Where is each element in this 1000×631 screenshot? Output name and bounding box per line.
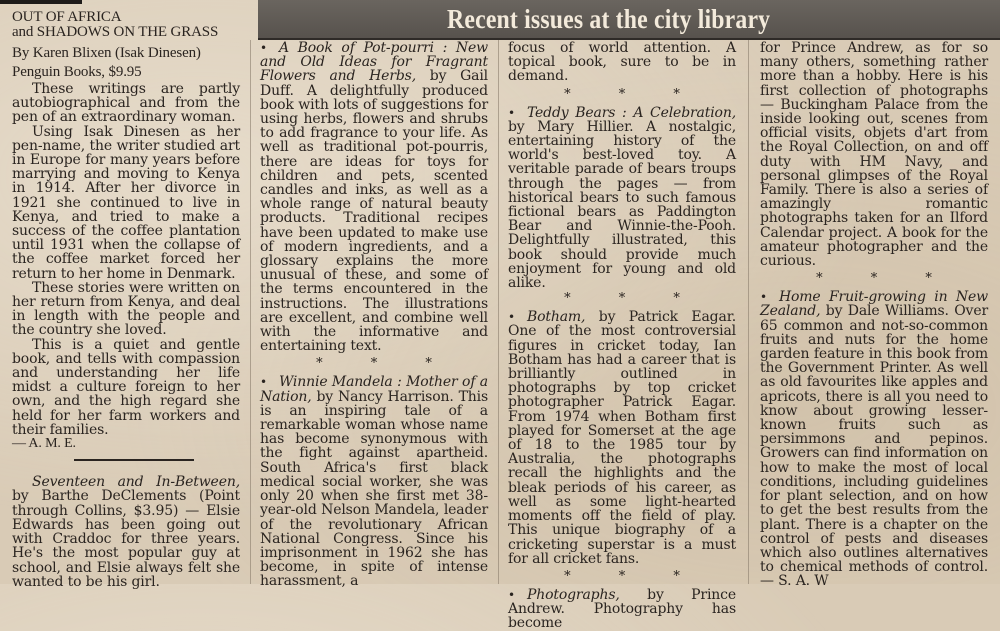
book-title: Teddy Bears : A Celebration, (526, 104, 736, 121)
separator-stars: * * * (816, 271, 954, 287)
review-body: by Mary Hillier. A nostalgic, entertaining history of the world's best-loved toy. A veritable parade of bears troups through the pages — from historical bears to such famous fictional bears as Paddington Bear and Winnie-the-Pooh. Delightfully illustrated, this book should provide much enjoyment for young and old alike. (508, 118, 736, 292)
review-signature: — A. M. E. (12, 436, 76, 452)
review-body: by Patrick Eagar. One of the most controversial figures in cricket today, Ian Botham has had a career that is brilliantly outlined in photographs by top cricket photographer Patrick Eagar. From 1974 when Botham first played for Somerset at the age of 18 to the 1985 tour by Australia, the photographs recall the highlights and the bleak periods of his career, as well as some light-hearted moments off the field of play. This unique biography of a cricketing superstar is a must for all cricket fans. (508, 309, 736, 567)
review-body: by Barthe DeClements (Point through Collins, $3.95) — Elsie Edwards has been going out with Craddoc for three years. He's the most popular guy at school, and Elsie always felt she wanted to be his girl. (12, 488, 240, 590)
book-title: Photographs, (526, 586, 620, 603)
review-body: by Nancy Harrison. This is an inspiring tale of a remarkable woman whose name has become synonymous with the fight against apartheid. South Africa's first black medical social worker, she was only 20 when she first met 38-year-old Nelson Mandela, leader of the revolutionary African National Congress. Since his imprisonment in 1962 she has become, in spite of intense harassment, a (260, 388, 488, 590)
list-item (508, 588, 736, 631)
second-review (12, 475, 240, 589)
column-3 (508, 41, 736, 631)
review-body: by Gail Duff. A delightfully produced book with lots of suggestions for using herbs, flowers and shrubs to add fragrance to your life. As well as traditional pot-pourris, there are ideas for toys for children and pets, scented candles and inks, as well as a whole range of natural beauty products. Traditional recipes have been updated to make use of modern ingredients, and a glossary explains the more unusual of these, and some of the terms encountered in the instructions. The illustrations are excellent, and combine well with the informative and entertaining text. (260, 68, 489, 355)
separator-stars: * * * (316, 356, 454, 372)
section-divider (74, 459, 194, 461)
bullet-icon: • (508, 310, 515, 325)
list-item (260, 41, 488, 353)
bullet-icon: • (508, 105, 515, 120)
book-title: A Book of Pot-pourri : New and Old Ideas for Fragrant Flowers and Herbs, (260, 40, 488, 85)
clipping-edge (0, 0, 82, 4)
list-item (508, 106, 736, 291)
list-item (260, 375, 488, 588)
review-body: by Prince Andrew. Photography has become (508, 586, 736, 631)
banner-title: Recent issues at the city library (447, 3, 771, 34)
review-paragraph: These writings are partly autobiographical and from the pen of an extraordinary woman. (12, 81, 240, 126)
review-title-line2: and SHADOWS ON THE GRASS (12, 24, 219, 40)
column-2 (260, 41, 488, 589)
review-title-line1: OUT OF AFRICA (12, 9, 122, 25)
review-paragraph: These stories were written on her return from Kenya, and deal in length with the people and the country she loved. (12, 279, 240, 339)
column-divider (748, 40, 749, 584)
book-title: Botham, (526, 309, 586, 326)
column-divider (498, 40, 499, 584)
separator-stars: * * * (564, 86, 702, 102)
separator-stars: * * * (564, 291, 702, 307)
continued-text: focus of world attention. A topical book, sure to be in demand. (508, 40, 736, 85)
column-1 (12, 8, 240, 589)
review-publisher: Penguin Books, $9.95 (12, 64, 142, 80)
review-body: by Dale Williams. Over 65 common and not-so-common fruits and nuts for the home garden feature in this book from the Government Printer. As well as old favourites like apples and apricots, there is all you need to know about growing lesser-known fruits such as persimmons and pepinos. Growers can find information on how to make the most of local conditions, including guidelines for plant selection, and on how to get the best results from the plant. There is a chapter on the control of pests and diseases which also outlines alternatives to chemical methods of control. (760, 303, 988, 576)
separator-stars: * * * (564, 568, 702, 584)
continued-text: for Prince Andrew, as for so many others, something rather more than a hobby. Here is his first collection of photographs — Buckingham Palace from the inside looking out, scenes from official visits, objets d'art from the Royal Collection, on and off duty with HM Navy, and personal glimpses of the Royal Family. There is also a series of amazingly romantic photographs taken for an Ilford Calendar project. A book for the amateur photographer and the curious. (760, 40, 988, 270)
bullet-icon: • (760, 290, 767, 305)
review-signature: — S. A. W (760, 573, 829, 590)
bullet-icon: • (260, 41, 267, 55)
book-title: Home Fruit-growing in New Zealand, (760, 289, 988, 320)
review-byline: By Karen Blixen (Isak Dinesen) (12, 45, 201, 61)
section-banner (258, 0, 1000, 40)
column-divider (250, 40, 251, 584)
review-title (12, 10, 240, 40)
book-title: Winnie Mandela : Mother of a Nation, (260, 374, 488, 405)
review-paragraph: Using Isak Dinesen as her pen-name, the writer studied art in Europe for many years before marrying and moving to Kenya in 1914. After her divorce in 1921 she continued to live in Kenya, and tried to make a success of the coffee plantation until 1931 when the collapse of the coffee market forced her return to her home in Denmark. (12, 123, 240, 282)
column-4 (760, 41, 988, 589)
bullet-icon: • (508, 587, 515, 602)
review-paragraph: This is a quiet and gentle book, and tells with compassion and understanding her life midst a culture foreign to her own, and the high regard she held for her farm workers and their families. (12, 336, 240, 438)
bullet-icon: • (260, 375, 267, 390)
book-title: Seventeen and In-Between, (32, 474, 240, 491)
list-item (760, 290, 988, 588)
list-item (508, 310, 736, 566)
